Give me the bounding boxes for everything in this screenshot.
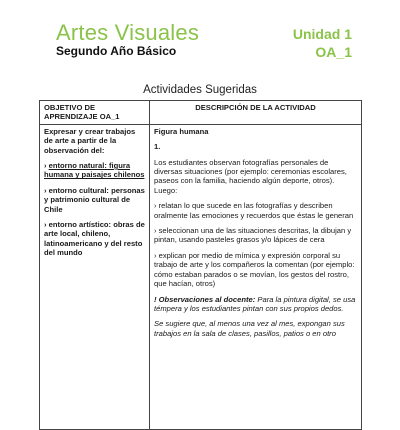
teacher-note — [154, 295, 357, 314]
objective-cultural: › entorno cultural: personas y patrimonio cultural de Chile — [44, 185, 145, 214]
table-header-row — [40, 101, 362, 125]
activities-table — [39, 100, 362, 430]
section-heading: Actividades Sugeridas — [143, 84, 257, 96]
objective-header: OBJETIVO DE APRENDIZAJE OA_1 — [40, 101, 150, 125]
description-header: DESCRIPCIÓN DE LA ACTIVIDAD — [150, 101, 362, 125]
activity-step-2: › seleccionan una de las situaciones descritas, la dibujan y pintan, usando pasteles grasos y/o lápices de cera — [154, 226, 352, 245]
page-subtitle: Segundo Año Básico — [56, 44, 177, 58]
activity-intro: Los estudiantes observan fotografías personales de diversas situaciones (por ejemplo: ceremonias escolares, paseos con la familia, haciendo algún deporte, otros). Luego: — [154, 157, 347, 195]
activity-step-3: › explican por medio de mímica y expresión corporal su trabajo de arte y los compañeros la comentan (por ejemplo: cómo estaban parados o se movían, los gestos del rostro, que hacían, otros) — [154, 250, 355, 289]
description-cell — [150, 124, 362, 429]
activity-title: Figura humana — [154, 126, 209, 136]
objective-cell — [40, 124, 150, 429]
objective-natural-text: entorno natural: figura humana y paisajes chilenos — [44, 161, 145, 180]
objective-intro: Expresar y crear trabajos de arte a partir de la observación del: — [44, 126, 136, 155]
activity-number: 1. — [154, 142, 161, 152]
unit-label: Unidad 1 — [292, 26, 352, 42]
page-title: Artes Visuales — [56, 20, 200, 45]
objective-artistico: › entorno artístico: obras de arte local, chileno, latinoamericano y del resto del mundo — [44, 220, 145, 258]
oa-label: OA_1 — [315, 44, 352, 60]
table-row — [40, 124, 362, 429]
objective-natural-bullet: › — [44, 161, 49, 171]
objective-natural — [44, 161, 145, 180]
teacher-note-2: Se sugiere que, al menos una vez al mes, expongan sus trabajos en la sala de clases, pasillos, patios o en otro — [154, 319, 345, 338]
teacher-note-text: Para la pintura digital, se usa témpera y los estudiantes pintan con sus propios dedos. — [154, 294, 356, 313]
teacher-note-label: ! Observaciones al docente: — [154, 294, 256, 304]
activity-step-1: › relatan lo que sucede en las fotografías y describen oralmente las emociones y recuerdos que éstas le generan — [154, 201, 354, 220]
